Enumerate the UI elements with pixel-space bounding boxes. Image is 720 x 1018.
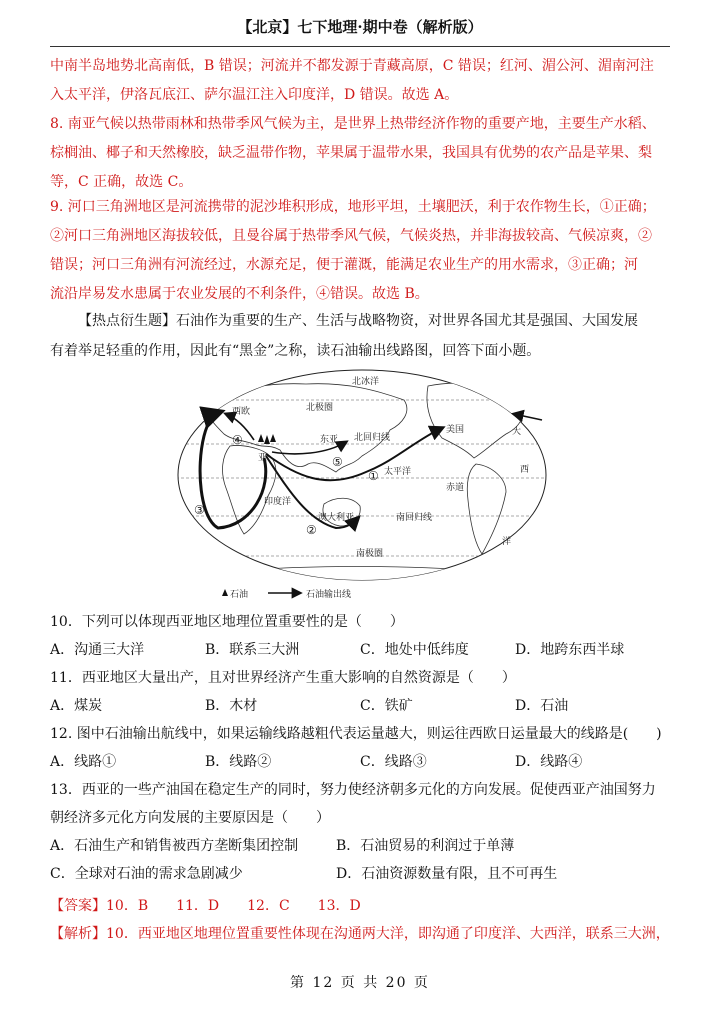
label-east-asia: 东亚	[320, 435, 339, 445]
label-ocean-da: 大	[512, 427, 522, 437]
option-c: C．地处中低纬度	[360, 642, 469, 658]
label-ocean-yang: 洋	[502, 537, 512, 547]
explanation-8	[50, 110, 672, 197]
label-arctic-circle: 北极圈	[306, 403, 334, 413]
question-stem: 13．西亚的一些产油国在稳定生产的同时，努力使经济朝多元化的方向发展。促使西亚产油国努力	[50, 782, 656, 798]
route-marker-1: ①	[368, 469, 379, 483]
label-tropic-cancer: 北回归线	[354, 433, 391, 443]
option-b: B．联系三大洲	[205, 642, 300, 658]
text-line: ②河口三角洲地区海拔较低，且曼谷属于热带季风气候，气候炎热，并非海拔较高、气候凉爽，②	[50, 228, 652, 244]
option-row	[50, 748, 672, 776]
label-ocean-xi: 西	[520, 465, 530, 475]
label-antarctic-circle: 南极圈	[356, 549, 384, 559]
text-line: 棕榈油、椰子和天然橡胶，缺乏温带作物，苹果属于温带水果，我国具有优势的农产品是苹果、梨	[50, 145, 652, 161]
text-line: 入太平洋，伊洛瓦底江、萨尔温江注入印度洋，D 错误。故选 A。	[50, 87, 459, 103]
explanation-9	[50, 193, 672, 309]
option-d: D．线路④	[515, 754, 583, 770]
hot-topic-intro	[50, 306, 672, 366]
label-usa: 美国	[446, 425, 465, 435]
label-pacific: 太平洋	[384, 467, 412, 477]
route-marker-5: ⑤	[332, 455, 343, 469]
question-12	[50, 720, 672, 776]
label-indian-ocean: 印度洋	[264, 497, 292, 507]
legend-oil-label: 石油	[230, 590, 249, 600]
text-line: 8. 南亚气候以热带雨林和热带季风气候为主，是世界上热带经济作物的重要产地，主要生产水稻、	[50, 116, 656, 132]
route-marker-4: ④	[232, 433, 243, 447]
analysis-line: 【解析】10．西亚地区地理位置重要性体现在沟通两大洋，即沟通了印度洋、大西洋，联系三大洲，	[50, 926, 670, 942]
header-title: 【北京】七下地理·期中卷（解析版）	[237, 18, 483, 36]
question-stem: 11．西亚地区大量出产，且对世界经济产生重大影响的自然资源是（ ）	[50, 670, 516, 686]
option-b: B．石油贸易的利润过于单薄	[336, 838, 515, 854]
option-row	[50, 636, 672, 664]
option-b: B．线路②	[205, 754, 272, 770]
oil-legend-icon	[222, 589, 228, 596]
question-13	[50, 776, 672, 888]
option-row	[50, 832, 672, 860]
option-a: A．沟通三大洋	[50, 642, 145, 658]
oil-export-route-map	[176, 368, 548, 604]
text-line: 【热点衍生题】石油作为重要的生产、生活与战略物资，对世界各国尤其是强国、大国发展	[78, 313, 638, 329]
question-stem: 12. 图中石油输出航线中，如果运输线路越粗代表运量越大，则运往西欧日运量最大的线路是( )	[50, 726, 662, 742]
option-row	[50, 860, 672, 888]
question-11	[50, 664, 672, 720]
option-d: D．地跨东西半球	[515, 642, 625, 658]
text-line: 流沿岸易发水患属于农业发展的不利条件，④错误。故选 B。	[50, 286, 429, 302]
answer-line: 【答案】10．B 11．D 12．C 13．D	[50, 898, 361, 914]
page-footer: 第 12 页 共 20 页	[290, 975, 430, 991]
text-line: 有着举足轻重的作用，因此有“黑金”之称，读石油输出线路图，回答下面小题。	[50, 343, 541, 359]
label-western-europe: 西欧	[232, 407, 251, 417]
option-d: D．石油资源数量有限，且不可再生	[336, 866, 558, 882]
text-line: 中南半岛地势北高南低，B 错误；河流并不都发源于青藏高原，C 错误；红河、湄公河、湄南河注	[50, 58, 654, 74]
option-c: C．全球对石油的需求急剧减少	[50, 866, 243, 882]
option-c: C．铁矿	[360, 698, 413, 714]
option-c: C．线路③	[360, 754, 427, 770]
page-header	[50, 12, 670, 47]
option-a: A．石油生产和销售被西方垄断集团控制	[50, 838, 299, 854]
question-list	[50, 608, 672, 888]
text-line: 错误；河口三角洲有河流经过，水源充足，便于灌溉，能满足农业生产的用水需求，③正确；河	[50, 257, 638, 273]
option-a: A．煤炭	[50, 698, 103, 714]
text-line: 等，C 正确，故选 C。	[50, 174, 193, 190]
option-a: A．线路①	[50, 754, 117, 770]
option-d: D．石油	[515, 698, 569, 714]
question-stem-continued: 朝经济多元化方向发展的主要原因是（ ）	[50, 810, 330, 826]
option-b: B．木材	[205, 698, 258, 714]
label-equator: 赤道	[446, 483, 465, 493]
route-marker-2: ②	[306, 523, 317, 537]
label-west-asia: 亚	[258, 453, 268, 463]
question-stem: 10．下列可以体现西亚地区地理位置重要性的是（ ）	[50, 614, 404, 630]
label-australia: 澳大利亚	[318, 513, 355, 523]
label-arctic-ocean: 北冰洋	[352, 377, 380, 387]
question-10	[50, 608, 672, 664]
antarctica-land	[206, 567, 516, 589]
route-marker-3: ③	[194, 503, 205, 517]
text-line: 9. 河口三角洲地区是河流携带的泥沙堆积形成，地形平坦，土壤肥沃，利于农作物生长，①正确；	[50, 199, 656, 215]
map-legend	[222, 588, 351, 600]
legend-route-label: 石油输出线	[306, 590, 352, 600]
option-row	[50, 692, 672, 720]
answer-section	[50, 892, 672, 948]
previous-explanation	[50, 52, 672, 110]
label-tropic-capricorn: 南回归线	[396, 513, 433, 523]
